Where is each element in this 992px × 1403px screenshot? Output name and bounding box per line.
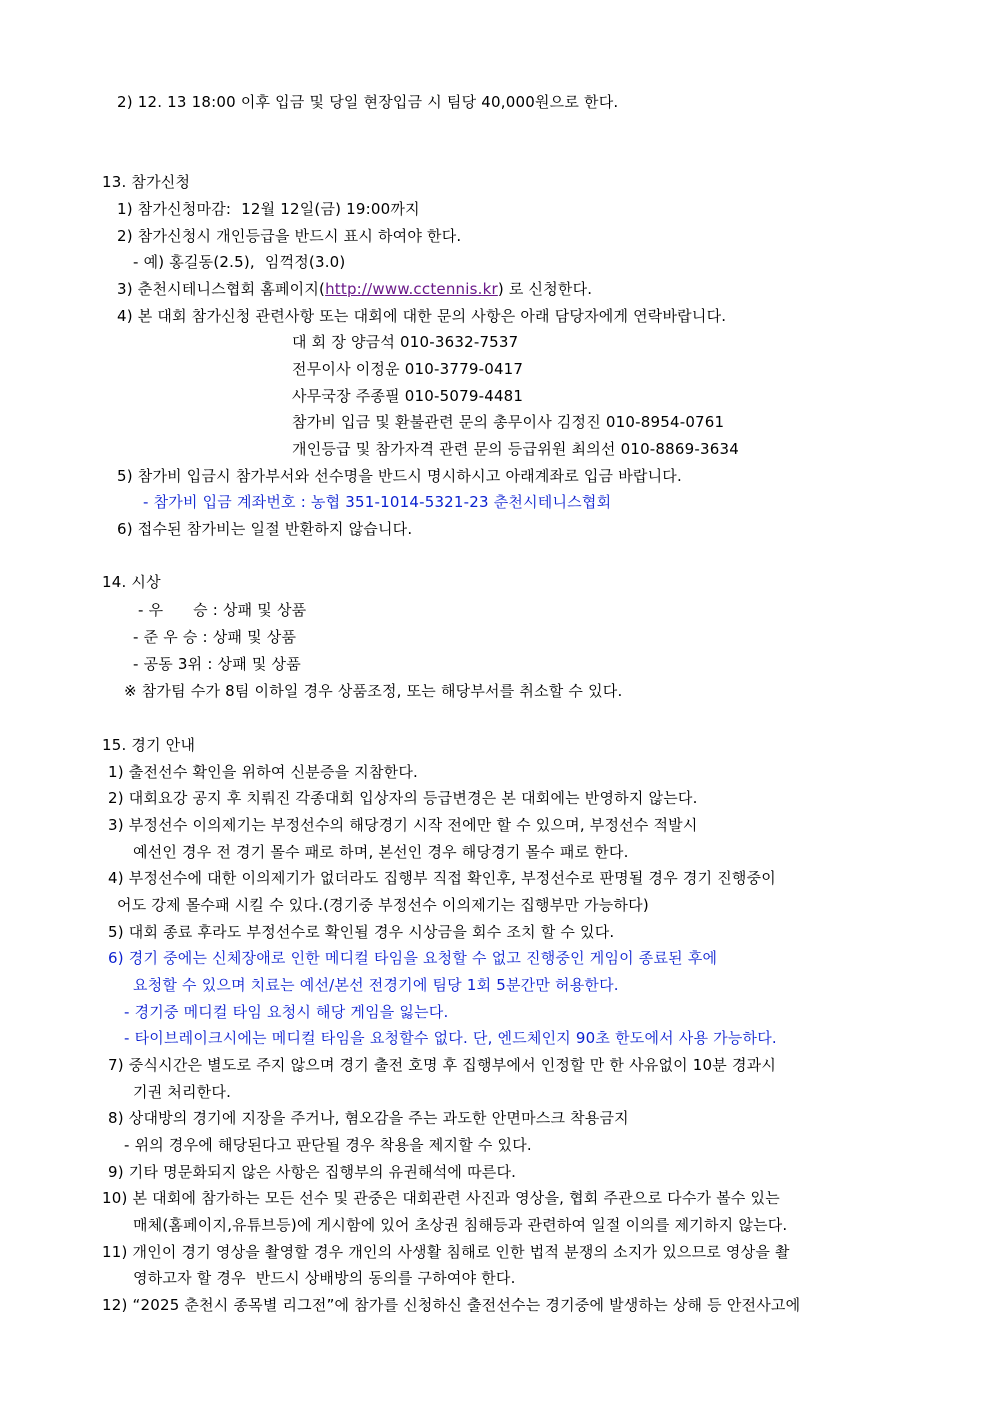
- rule-9: 9) 기타 명문화되지 않은 사항은 집행부의 유권해석에 따른다.: [108, 1163, 517, 1181]
- contact-executive-director: 전무이사 이정운 010-3779-0417: [292, 360, 524, 378]
- prize-winner: - 우 승 : 상패 및 상품: [138, 601, 307, 619]
- prize-note: ※ 참가팀 수가 8팀 이하일 경우 상품조정, 또는 해당부서를 취소할 수 있다.: [124, 682, 623, 700]
- rule-3: 3) 부정선수 이의제기는 부정선수의 해당경기 시작 전에만 할 수 있으며, 부정선수 적발시: [108, 816, 698, 834]
- rule-7: 7) 중식시간은 별도로 주지 않으며 경기 출전 호명 후 집행부에서 인정할 만 한 사유없이 10분 경과시: [108, 1056, 777, 1074]
- section-15-title: 15. 경기 안내: [102, 736, 196, 754]
- contact-fee-refund: 참가비 입금 및 환불관련 문의 총무이사 김정진 010-8954-0761: [292, 413, 725, 431]
- rule-1: 1) 출전선수 확인을 위하여 신분증을 지참한다.: [108, 763, 419, 781]
- rule-4-cont: 어도 강제 몰수패 시킬 수 있다.(경기중 부정선수 이의제기는 집행부만 가능하다): [117, 896, 649, 914]
- contact-secretary-general: 사무국장 주종필 010-5079-4481: [292, 387, 524, 405]
- sec13-item6: 6) 접수된 참가비는 일절 반환하지 않습니다.: [117, 520, 413, 538]
- rule-6-sub-2: - 타이브레이크시에는 메디컬 타임을 요청할수 없다. 단, 엔드체인지 90초 한도에서 사용 가능하다.: [124, 1029, 777, 1047]
- sec13-item2-example: - 예) 홍길동(2.5), 임꺽정(3.0): [133, 253, 346, 271]
- rule-7-cont: 기권 처리한다.: [133, 1083, 232, 1101]
- section-13-title: 13. 참가신청: [102, 173, 191, 191]
- sec13-item2: 2) 참가신청시 개인등급을 반드시 표시 하여야 한다.: [117, 227, 462, 245]
- rule-12: 12) “2025 춘천시 종목별 리그전”에 참가를 신청하신 출전선수는 경기중에 발생하는 상해 등 안전사고에: [102, 1296, 801, 1314]
- rule-10-cont: 매체(홈페이지,유튜브등)에 게시함에 있어 초상권 침해등과 관련하여 일절 이의를 제기하지 않는다.: [133, 1216, 788, 1234]
- section-14-title: 14. 시상: [102, 573, 161, 591]
- rule-11-cont: 영하고자 할 경우 반드시 상배방의 동의를 구하여야 한다.: [133, 1269, 516, 1287]
- contact-grade-eligibility: 개인등급 및 참가자격 관련 문의 등급위원 최의선 010-8869-3634: [292, 440, 739, 458]
- prize-runner-up: - 준 우 승 : 상패 및 상품: [133, 628, 297, 646]
- sec13-item3-suffix: ) 로 신청한다.: [497, 280, 593, 298]
- sec13-item3: [117, 279, 592, 299]
- sec13-item3-prefix: 3) 춘천시테니스협회 홈페이지(: [117, 280, 326, 298]
- rule-6-sub-1: - 경기중 메디컬 타임 요청시 해당 게임을 잃는다.: [124, 1003, 449, 1021]
- rule-6-cont: 요청할 수 있으며 치료는 예선/본선 전경기에 팀당 1회 5분간만 허용한다.: [133, 976, 619, 994]
- sec13-item4: 4) 본 대회 참가신청 관련사항 또는 대회에 대한 문의 사항은 아래 담당자에게 연락바랍니다.: [117, 307, 727, 325]
- rule-2: 2) 대회요강 공지 후 치뤄진 각종대회 입상자의 등급변경은 본 대회에는 반영하지 않는다.: [108, 789, 698, 807]
- rule-10: 10) 본 대회에 참가하는 모든 선수 및 관중은 대회관련 사진과 영상을, 협회 주관으로 다수가 볼수 있는: [102, 1189, 780, 1207]
- contact-president: 대 회 장 양금석 010-3632-7537: [292, 333, 519, 351]
- rule-6: 6) 경기 중에는 신체장애로 인한 메디컬 타임을 요청할 수 없고 진행중인 게임이 종료된 후에: [108, 949, 718, 967]
- rule-5: 5) 대회 종료 후라도 부정선수로 확인될 경우 시상금을 회수 조치 할 수 있다.: [108, 923, 615, 941]
- rule-8-sub: - 위의 경우에 해당된다고 판단될 경우 착용을 제지할 수 있다.: [124, 1136, 532, 1154]
- bank-account-info: - 참가비 입금 계좌번호 : 농협 351-1014-5321-23 춘천시테니스협회: [143, 493, 612, 511]
- rule-8: 8) 상대방의 경기에 지장을 주거나, 혐오감을 주는 과도한 안면마스크 착용금지: [108, 1109, 629, 1127]
- rule-3-cont: 예선인 경우 전 경기 몰수 패로 하며, 본선인 경우 해당경기 몰수 패로 한다.: [133, 843, 629, 861]
- rule-4: 4) 부정선수에 대한 이의제기가 없더라도 집행부 직접 확인후, 부정선수로 판명될 경우 경기 진행중이: [108, 869, 776, 887]
- rule-11: 11) 개인이 경기 영상을 촬영할 경우 개인의 사생활 침해로 인한 법적 분쟁의 소지가 있으므로 영상을 촬: [102, 1243, 790, 1261]
- sec13-item5: 5) 참가비 입금시 참가부서와 선수명을 반드시 명시하시고 아래계좌로 입금 바랍니다.: [117, 467, 682, 485]
- sec12-item2: 2) 12. 13 18:00 이후 입금 및 당일 현장입금 시 팀당 40,000원으로 한다.: [117, 93, 619, 111]
- homepage-link[interactable]: http://www.cctennis.kr: [325, 280, 498, 298]
- prize-joint-third: - 공동 3위 : 상패 및 상품: [133, 655, 301, 673]
- sec13-item1: 1) 참가신청마감: 12월 12일(금) 19:00까지: [117, 200, 420, 218]
